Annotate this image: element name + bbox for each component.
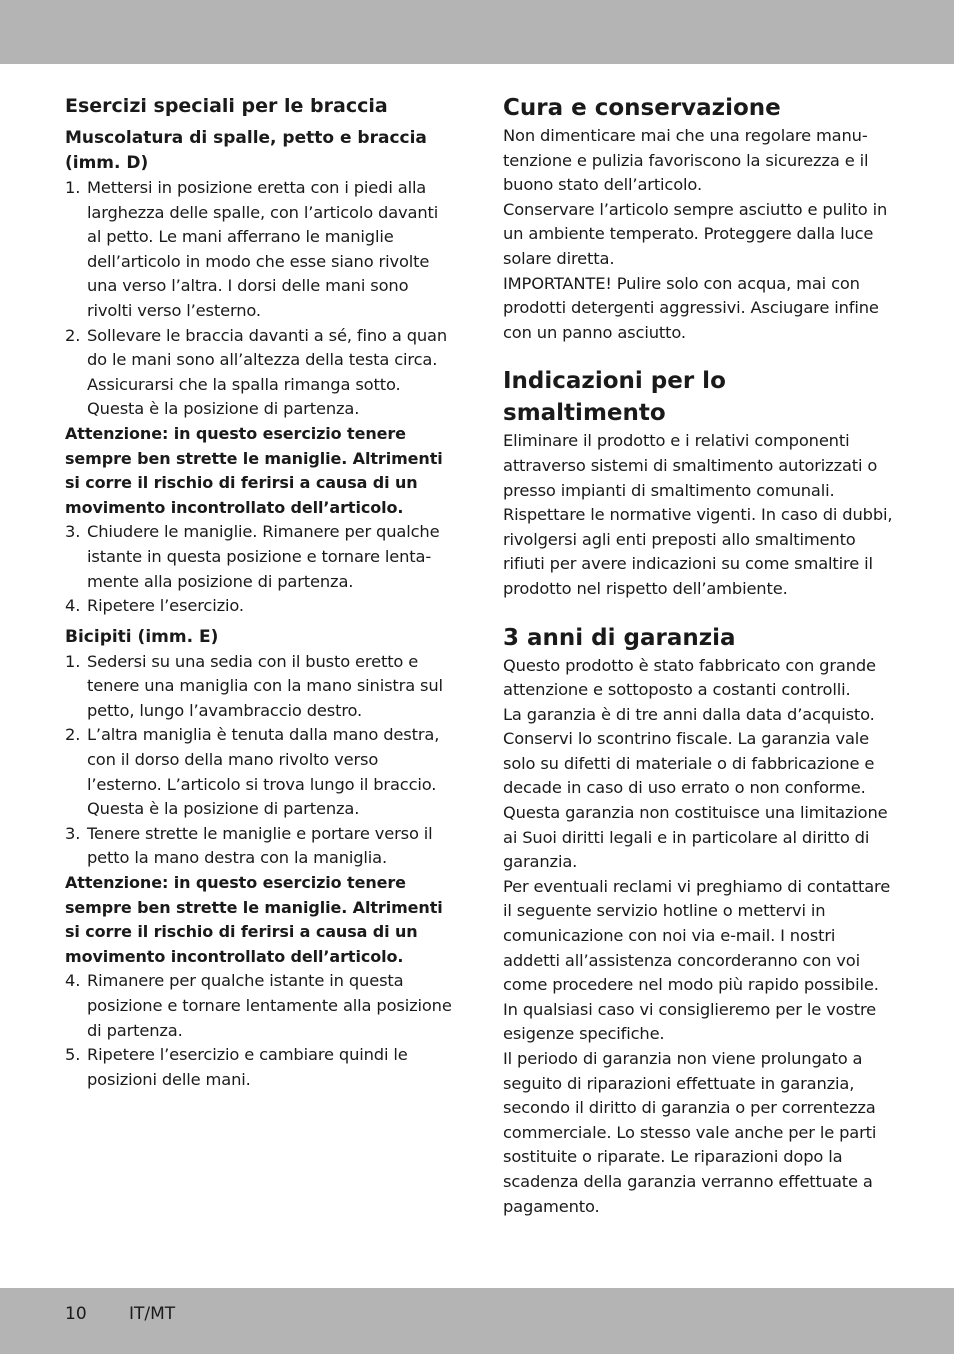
header-band: [0, 0, 954, 64]
warranty-paragraph: Questo prodotto è stato fabbricato con grande attenzione e sottoposto a costanti controlli.: [503, 655, 876, 700]
exercise-list-d-cont: [65, 520, 455, 618]
warranty-paragraph: Per eventuali reclami vi preghiamo di contattare il seguente servizio hotline o mettervi in comunicazione con noi via e-mail. I nostri addetti all’assistenza concorderanno con voi come procedere nel modo più rapido possibile. In qualsiasi caso vi consiglieremo per le vostre esigenze specifiche.: [503, 876, 891, 1044]
list-item: 2. Sollevare le braccia davanti a sé, fino a quan do le mani sono all’altezza della testa circa. Assicurarsi che la spalla rimanga sotto. Questa è la posizione di partenza.: [65, 325, 448, 419]
warning-text: Attenzione: in questo esercizio tenere sempre ben strette le maniglie. Altrimenti si corre il rischio di ferirsi a causa di un movimento incontrollato dell’articolo.: [65, 873, 443, 966]
section-title-warranty: 3 anni di garanzia: [503, 624, 736, 651]
list-item: 5. Ripetere l’esercizio e cambiare quindi le posizioni delle mani.: [65, 1045, 408, 1089]
care-paragraph: Conservare l’articolo sempre asciutto e pulito in un ambiente temperato. Proteggere dalla luce solare diretta.: [503, 199, 888, 268]
exercise-list-d: [65, 176, 455, 422]
care-paragraph: IMPORTANTE! Pulire solo con acqua, mai con prodotti detergenti aggressivi. Asciugare infine con un panno asciutto.: [503, 273, 879, 342]
section-title-care: Cura e conservazione: [503, 95, 781, 121]
exercise-list-e-cont: [65, 969, 455, 1092]
warning-text: Attenzione: in questo esercizio tenere sempre ben strette le maniglie. Altrimenti si corre il rischio di ferirsi a causa di un movimento incontrollato dell’articolo.: [65, 423, 443, 517]
subsection-title-shoulders: Muscolatura di spalle, petto e braccia (imm. D): [65, 128, 427, 173]
care-paragraph: Non dimenticare mai che una regolare manutenzione e pulizia favoriscono la sicurezza e il buono stato dell’articolo.: [503, 126, 869, 195]
section-title-arm-exercises: Esercizi speciali per le braccia: [65, 95, 388, 117]
exercise-list-e: [65, 650, 455, 871]
locale-label: IT/MT: [129, 1304, 176, 1324]
list-item: 1. Sedersi su una sedia con il busto eretto e tenere una maniglia con la mano sinistra sul petto, lungo l’avambraccio destro.: [65, 651, 443, 720]
list-item: 1. Mettersi in posizione eretta con i piedi alla larghezza delle spalle, con l’articolo davanti al petto. Le mani afferrano le maniglie dell’articolo in modo che esse siano rivolte una verso l’altra. I dorsi delle mani sono rivolti verso l’esterno.: [65, 178, 439, 320]
disposal-paragraph: Eliminare il prodotto e i relativi componenti attraverso sistemi di smaltimento autorizzati o presso impianti di smaltimento comunali. Rispettare le normative vigenti. In caso di dubbi, rivolgersi agli enti preposti allo smaltimento rifiuti per avere indicazioni su come smaltire il prodotto nel rispetto dell’ambiente.: [503, 431, 893, 598]
list-item: 3. Chiudere le maniglie. Rimanere per qualche istante in questa posizione e tornare lentamente alla posizione di partenza.: [65, 522, 440, 591]
list-item: 4. Ripetere l’esercizio.: [65, 596, 244, 616]
page-number: 10: [65, 1304, 87, 1324]
subsection-title-biceps: Bicipiti (imm. E): [65, 626, 219, 647]
list-item: 3. Tenere strette le maniglie e portare verso il petto la mano destra con la maniglia.: [65, 823, 433, 868]
warranty-paragraph: La garanzia è di tre anni dalla data d’acquisto. Conservi lo scontrino fiscale. La garanzia vale solo su difetti di materiale o di fabbricazione e decade in caso di uso errato o non conforme. Questa garanzia non costituisce una limitazione ai Suoi diritti legali e in particolare al diritto di garanzia.: [503, 704, 888, 872]
list-item: 4. Rimanere per qualche istante in questa posizione e tornare lentamente alla posizione di partenza.: [65, 971, 452, 1040]
list-item: 2. L’altra maniglia è tenuta dalla mano destra, con il dorso della mano rivolto verso l’esterno. L’articolo si trova lungo il braccio. Questa è la posizione di partenza.: [65, 725, 440, 819]
section-title-disposal: Indicazioni per lo smaltimento: [503, 368, 726, 427]
right-column: [503, 92, 893, 1219]
warranty-paragraph: Il periodo di garanzia non viene prolungato a seguito di riparazioni effettuate in garanzia, secondo il diritto di garanzia o per correntezza commerciale. Lo stesso vale anche per le parti sostituite o riparate. Le riparazioni dopo la scadenza della garanzia verranno effettuate a pagamento.: [503, 1049, 877, 1216]
left-column: [65, 92, 455, 1092]
